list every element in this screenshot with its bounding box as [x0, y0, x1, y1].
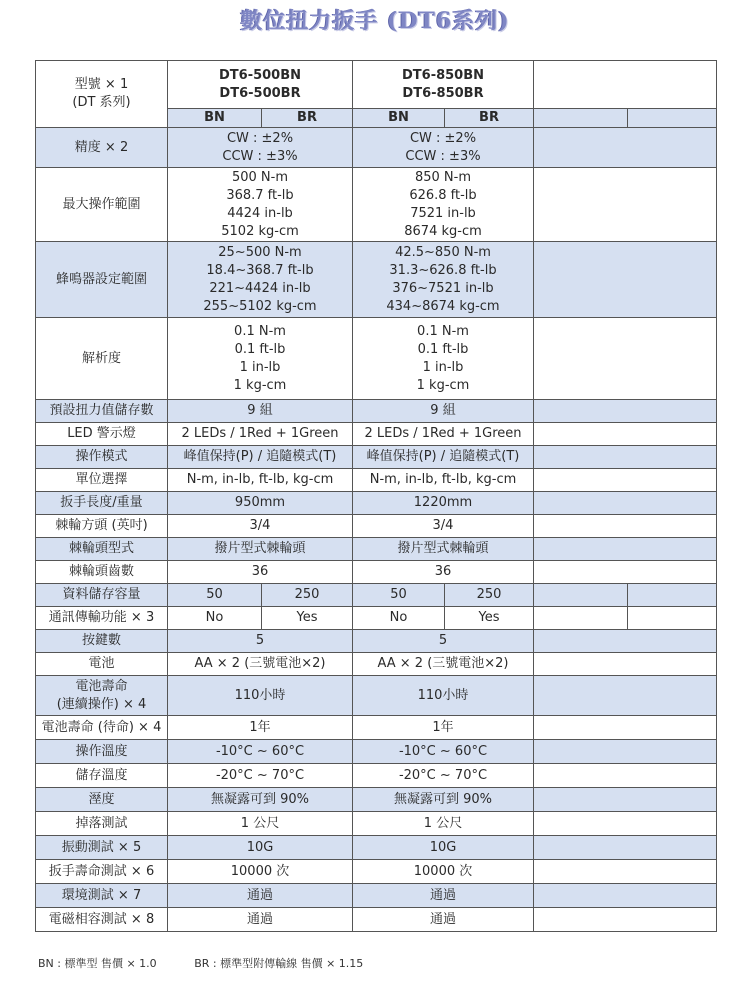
value-line: 36 [251, 564, 269, 579]
spec-row [36, 788, 717, 812]
spec-label: 棘輪頭齒數 [36, 561, 168, 584]
spec-table [35, 60, 717, 932]
empty-cell [534, 128, 717, 168]
value-line: 0.1 ft-lb [234, 341, 286, 357]
br-header: BR [262, 109, 353, 128]
value-line: AA × 2 (三號電池×2) [377, 656, 509, 671]
spec-value [168, 492, 353, 515]
value-line: 626.8 ft-lb [409, 187, 477, 203]
spec-value [168, 740, 353, 764]
empty-cell [534, 764, 717, 788]
value-line: -20°C ~ 70°C [215, 767, 305, 783]
spec-value [168, 168, 353, 242]
spec-value [168, 764, 353, 788]
value-line: -20°C ~ 70°C [398, 767, 488, 783]
footer-notes [38, 955, 397, 971]
value-line: 850 N-m [414, 169, 472, 185]
value-line: 25~500 N-m [218, 244, 302, 260]
value-line: 110小時 [417, 687, 469, 703]
empty-cell [534, 788, 717, 812]
bn-header: BN [353, 109, 445, 128]
empty-cell [628, 584, 717, 607]
spec-value: 250 [445, 584, 534, 607]
spec-value [168, 908, 353, 932]
spec-row [36, 423, 717, 446]
spec-value [168, 676, 353, 716]
value-line: 5102 kg-cm [221, 223, 299, 239]
spec-value [353, 318, 534, 400]
spec-value [168, 653, 353, 676]
value-line: 36 [434, 564, 452, 579]
value-line: AA × 2 (三號電池×2) [194, 656, 326, 671]
value-line: 4424 in-lb [227, 205, 293, 221]
value-line: 峰值保持(P) / 追隨模式(T) [366, 449, 520, 464]
spec-value [168, 128, 353, 168]
spec-value [353, 884, 534, 908]
spec-label: LED 警示燈 [36, 423, 168, 446]
empty-cell [534, 561, 717, 584]
value-line: 434~8674 kg-cm [386, 298, 500, 314]
value-line: 31.3~626.8 ft-lb [389, 262, 497, 278]
spec-value [353, 492, 534, 515]
value-line: 1 in-lb [239, 359, 281, 375]
value-line: 5 [255, 633, 265, 648]
spec-value: No [353, 607, 445, 630]
value-line: 通過 [246, 911, 273, 927]
model-col2 [353, 61, 534, 109]
empty-cell [534, 908, 717, 932]
spec-row [36, 584, 717, 607]
spec-label: 扳手壽命測試 × 6 [36, 860, 168, 884]
spec-value [353, 908, 534, 932]
value-line: 1 in-lb [422, 359, 464, 375]
bn-header: BN [168, 109, 262, 128]
empty-cell [534, 109, 628, 128]
empty-cell [534, 469, 717, 492]
header-row [36, 61, 717, 109]
value-line: 110小時 [234, 687, 286, 703]
value-line: 1年 [249, 719, 271, 735]
empty-cell [628, 607, 717, 630]
spec-row [36, 607, 717, 630]
empty-cell [534, 630, 717, 653]
spec-row [36, 716, 717, 740]
spec-label: 儲存溫度 [36, 764, 168, 788]
spec-label: 振動測試 × 5 [36, 836, 168, 860]
model-sublabel: (DT 系列) [72, 95, 131, 110]
spec-value: 50 [168, 584, 262, 607]
empty-cell [534, 836, 717, 860]
spec-value [353, 242, 534, 318]
value-line: 通過 [429, 911, 456, 927]
spec-row [36, 812, 717, 836]
value-line: 3/4 [432, 518, 454, 533]
spec-row [36, 908, 717, 932]
model-header [36, 61, 168, 128]
value-line: 撥片型式棘輪頭 [214, 541, 306, 556]
spec-value [353, 764, 534, 788]
spec-row [36, 242, 717, 318]
spec-row [36, 469, 717, 492]
bn-note: BN : 標準型 售價 × 1.0 [38, 957, 157, 970]
spec-value [353, 836, 534, 860]
spec-value [168, 630, 353, 653]
spec-row [36, 128, 717, 168]
spec-value [168, 836, 353, 860]
spec-value [168, 788, 353, 812]
spec-value [353, 788, 534, 812]
spec-label: 棘輪頭型式 [36, 538, 168, 561]
spec-value [353, 538, 534, 561]
empty-cell [534, 676, 717, 716]
spec-value: Yes [262, 607, 353, 630]
spec-value [353, 630, 534, 653]
value-line: 1 kg-cm [416, 377, 470, 393]
value-line: 7521 in-lb [410, 205, 476, 221]
spec-value [168, 515, 353, 538]
value-line: 1年 [432, 719, 454, 735]
spec-value [168, 242, 353, 318]
spec-row [36, 400, 717, 423]
value-line: 1220mm [413, 495, 473, 510]
spec-label: 電磁相容測試 × 8 [36, 908, 168, 932]
spec-value [168, 469, 353, 492]
value-line: 通過 [429, 887, 456, 903]
model-name: DT6-500BN [218, 67, 302, 83]
value-line: 10G [246, 839, 274, 855]
value-line: 無凝露可到 90% [393, 791, 493, 807]
value-line: 950mm [234, 495, 286, 510]
spec-value [353, 446, 534, 469]
spec-label: 資料儲存容量 [36, 584, 168, 607]
value-line: 無凝露可到 90% [210, 791, 310, 807]
spec-label: 電池 [36, 653, 168, 676]
value-line: 通過 [246, 887, 273, 903]
model-label: 型號 × 1 [74, 77, 129, 92]
value-line: 368.7 ft-lb [226, 187, 294, 203]
spec-row [36, 740, 717, 764]
spec-value: Yes [445, 607, 534, 630]
spec-label: 操作溫度 [36, 740, 168, 764]
empty-cell [628, 109, 717, 128]
value-line: 42.5~850 N-m [395, 244, 491, 260]
page-title: 數位扭力扳手 (DT6系列) [240, 8, 510, 34]
spec-value [168, 884, 353, 908]
value-line: 10000 次 [230, 863, 290, 879]
spec-value: No [168, 607, 262, 630]
value-line: 峰值保持(P) / 追隨模式(T) [183, 449, 337, 464]
spec-value [353, 561, 534, 584]
spec-value [353, 400, 534, 423]
spec-label: 最大操作範圍 [36, 168, 168, 242]
spec-label: 扳手長度/重量 [36, 492, 168, 515]
value-line: 0.1 ft-lb [417, 341, 469, 357]
value-line: 0.1 N-m [234, 323, 286, 339]
model-col1 [168, 61, 353, 109]
spec-label: 操作模式 [36, 446, 168, 469]
empty-cell [534, 168, 717, 242]
spec-label: 預設扭力值儲存數 [36, 400, 168, 423]
spec-value [168, 812, 353, 836]
value-line: 9 組 [247, 403, 273, 418]
spec-value [353, 860, 534, 884]
spec-row [36, 168, 717, 242]
value-line: 0.1 N-m [417, 323, 469, 339]
empty-cell [534, 716, 717, 740]
spec-value [168, 423, 353, 446]
spec-row [36, 492, 717, 515]
spec-value [168, 400, 353, 423]
empty-cell [534, 423, 717, 446]
value-line: CW : ±2% [226, 130, 294, 146]
spec-row [36, 653, 717, 676]
spec-value [168, 860, 353, 884]
value-line: 2 LEDs / 1Red + 1Green [364, 426, 522, 441]
spec-value [168, 538, 353, 561]
value-line: 5 [438, 633, 448, 648]
empty-cell [534, 584, 628, 607]
empty-cell [534, 318, 717, 400]
spec-value [353, 676, 534, 716]
spec-label: 通訊傳輸功能 × 3 [36, 607, 168, 630]
empty-cell [534, 515, 717, 538]
value-line: 8674 kg-cm [404, 223, 482, 239]
br-note: BR : 標準型附傳輸線 售價 × 1.15 [194, 957, 364, 970]
spec-value [353, 716, 534, 740]
spec-label: 單位選擇 [36, 469, 168, 492]
value-line: 500 N-m [231, 169, 289, 185]
value-line: CW : ±2% [409, 130, 477, 146]
spec-value [353, 653, 534, 676]
spec-value [168, 446, 353, 469]
spec-row [36, 446, 717, 469]
spec-value [168, 561, 353, 584]
value-line: 255~5102 kg-cm [203, 298, 317, 314]
model-name: DT6-500BR [219, 85, 301, 101]
value-line: 9 組 [430, 403, 456, 418]
value-line: -10°C ~ 60°C [398, 743, 488, 759]
value-line: CCW : ±3% [405, 148, 481, 164]
spec-row [36, 630, 717, 653]
empty-cell [534, 242, 717, 318]
empty-cell [534, 61, 717, 109]
spec-label: 溼度 [36, 788, 168, 812]
empty-cell [534, 607, 628, 630]
empty-cell [534, 740, 717, 764]
empty-cell [534, 884, 717, 908]
spec-label: 環境測試 × 7 [36, 884, 168, 908]
value-line: 1 kg-cm [233, 377, 287, 393]
value-line: 10G [429, 839, 457, 855]
spec-value: 50 [353, 584, 445, 607]
value-line: 376~7521 in-lb [392, 280, 494, 296]
spec-row [36, 515, 717, 538]
spec-label: 精度 × 2 [36, 128, 168, 168]
spec-row [36, 836, 717, 860]
spec-row [36, 676, 717, 716]
empty-cell [534, 860, 717, 884]
value-line: 1 公尺 [423, 815, 463, 831]
spec-value: 250 [262, 584, 353, 607]
spec-label: 按鍵數 [36, 630, 168, 653]
spec-value [353, 469, 534, 492]
spec-label: 解析度 [36, 318, 168, 400]
value-line: 221~4424 in-lb [209, 280, 311, 296]
spec-value [168, 318, 353, 400]
value-line: 2 LEDs / 1Red + 1Green [181, 426, 339, 441]
spec-row [36, 860, 717, 884]
value-line: 1 公尺 [240, 815, 280, 831]
spec-value [353, 168, 534, 242]
spec-row [36, 538, 717, 561]
spec-value [353, 740, 534, 764]
model-name: DT6-850BR [402, 85, 484, 101]
spec-label: 蜂鳴器設定範圍 [36, 242, 168, 318]
empty-cell [534, 492, 717, 515]
value-line: 撥片型式棘輪頭 [397, 541, 489, 556]
spec-label: 棘輪方頭 (英吋) [36, 515, 168, 538]
spec-row [36, 764, 717, 788]
value-line: 18.4~368.7 ft-lb [206, 262, 314, 278]
empty-cell [534, 446, 717, 469]
value-line: N-m, in-lb, ft-lb, kg-cm [369, 472, 517, 487]
spec-row [36, 884, 717, 908]
value-line: 10000 次 [413, 863, 473, 879]
empty-cell [534, 812, 717, 836]
empty-cell [534, 400, 717, 423]
spec-value [168, 716, 353, 740]
empty-cell [534, 653, 717, 676]
empty-cell [534, 538, 717, 561]
spec-label: 電池壽命 (連續操作) × 4 [36, 676, 168, 716]
spec-value [353, 423, 534, 446]
spec-label: 電池壽命 (待命) × 4 [36, 716, 168, 740]
model-name: DT6-850BN [401, 67, 485, 83]
spec-value [353, 128, 534, 168]
spec-value [353, 515, 534, 538]
spec-row [36, 318, 717, 400]
value-line: CCW : ±3% [222, 148, 298, 164]
value-line: N-m, in-lb, ft-lb, kg-cm [186, 472, 334, 487]
spec-value [353, 812, 534, 836]
spec-label: 掉落測試 [36, 812, 168, 836]
br-header: BR [445, 109, 534, 128]
value-line: 3/4 [249, 518, 271, 533]
value-line: -10°C ~ 60°C [215, 743, 305, 759]
spec-row [36, 561, 717, 584]
